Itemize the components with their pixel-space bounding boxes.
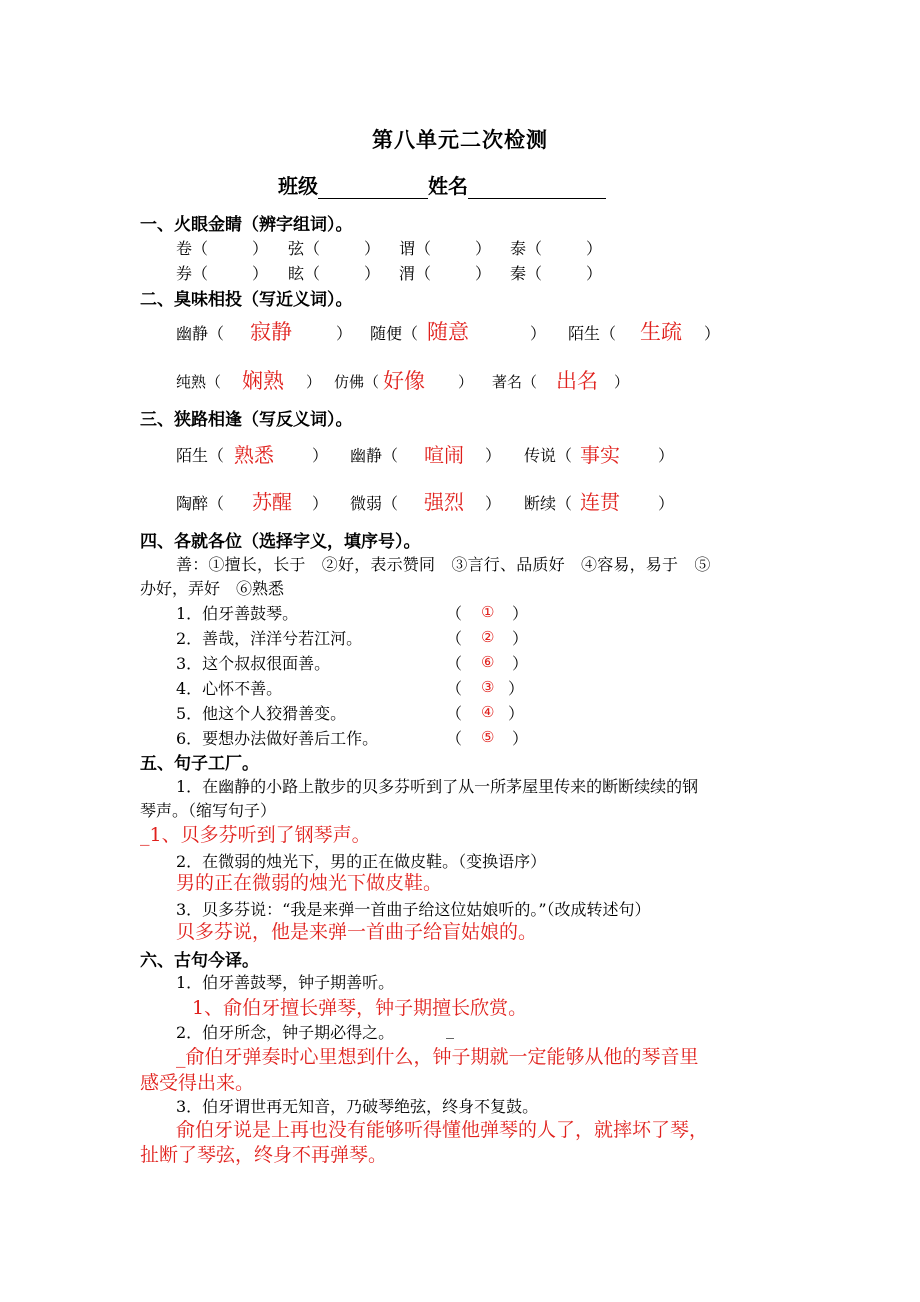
blank-close: ）	[508, 704, 525, 723]
synonym-answer: 娴熟	[242, 369, 284, 393]
antonym-answer: 事实	[580, 443, 620, 467]
choice-answer: ①	[481, 603, 495, 621]
synonym-word: 纯熟（	[176, 373, 222, 391]
question-text: 2．伯牙所念，钟子期必得之。	[176, 1023, 395, 1042]
answer-text: 感受得出来。	[140, 1072, 255, 1094]
blank-close: ）	[614, 373, 630, 391]
synonym-word: 陌生（	[568, 324, 617, 343]
antonym-word: 幽静（	[350, 446, 399, 465]
section-4-heading: 四、各就各位（选择字义，填序号）。	[140, 532, 421, 552]
synonym-word: 幽静（	[176, 324, 225, 343]
blank-close: ）	[336, 324, 353, 343]
synonym-answer: 寂静	[250, 320, 292, 344]
blank-close: ）	[312, 446, 329, 465]
choice-question: 2．善哉，洋洋兮若江河。	[176, 629, 363, 648]
answer-text: 俞伯牙说是上再也没有能够听得懂他弹琴的人了，就摔坏了琴，	[176, 1119, 709, 1141]
word-char: 弦（	[288, 239, 321, 258]
definition-line-2: 办好，弄好 ⑥熟悉	[140, 579, 285, 598]
blank-close: ）	[312, 494, 329, 513]
antonym-answer: 熟悉	[234, 443, 274, 467]
section-2-heading: 二、臭味相投（写近义词）。	[140, 290, 353, 310]
question-text: 1．在幽静的小路上散步的贝多芬听到了从一所茅屋里传来的断断续续的钢	[176, 777, 699, 796]
blank-open: （	[446, 729, 463, 748]
answer-text: 扯断了琴弦，终身不再弹琴。	[140, 1144, 388, 1166]
blank-close: ）	[530, 324, 547, 343]
antonym-word: 陶醉（	[176, 494, 225, 513]
blank-close: ）	[252, 264, 269, 283]
blank-close: ）	[512, 604, 529, 623]
blank-close: ）	[475, 239, 492, 258]
answer-text: _1、贝多芬听到了钢琴声。	[140, 824, 371, 846]
synonym-answer: 生疏	[640, 320, 682, 344]
blank-close: ）	[586, 239, 603, 258]
antonym-word: 微弱（	[350, 494, 399, 513]
antonym-answer: 喧闹	[424, 443, 464, 467]
blank-close: ）	[485, 446, 502, 465]
blank-close: ）	[512, 629, 529, 648]
section-5-heading: 五、句子工厂。	[140, 754, 259, 774]
antonym-answer: 连贯	[580, 490, 620, 514]
question-text: 2．在微弱的烛光下，男的正在做皮鞋。（变换语序）	[176, 852, 547, 871]
word-char: 谓（	[399, 239, 432, 258]
blank-close: ）	[658, 446, 675, 465]
word-char: 泰（	[510, 239, 543, 258]
choice-answer: ④	[481, 703, 495, 721]
blank-close: ）	[704, 324, 721, 343]
choice-answer: ③	[481, 678, 495, 696]
class-label: 班级	[278, 174, 318, 198]
blank-close: ）	[508, 679, 525, 698]
synonym-word: 著名（	[492, 373, 538, 391]
word-char: 渭（	[399, 264, 432, 283]
blank-close: ）	[306, 373, 322, 391]
antonym-word: 断续（	[524, 494, 573, 513]
section-3-heading: 三、狭路相逢（写反义词）。	[140, 410, 353, 430]
antonym-answer: 苏醒	[252, 490, 292, 514]
blank-open: （	[446, 679, 463, 698]
blank-open: （	[446, 604, 463, 623]
blank-open: （	[446, 704, 463, 723]
answer-text: 1、俞伯牙擅长弹琴，钟子期擅长欣赏。	[192, 997, 528, 1019]
blank-close: ）	[512, 654, 529, 673]
question-text: 1．伯牙善鼓琴，钟子期善听。	[176, 973, 395, 992]
word-char: 秦（	[510, 264, 543, 283]
antonym-word: 传说（	[524, 446, 573, 465]
blank-close: ）	[364, 264, 381, 283]
synonym-word: 随便（	[370, 324, 419, 343]
choice-question: 3．这个叔叔很面善。	[176, 654, 331, 673]
name-label: 姓名	[428, 174, 468, 198]
section-1-heading: 一、火眼金睛（辨字组词）。	[140, 215, 353, 235]
word-char: 券（	[176, 264, 209, 283]
synonym-answer: 随意	[427, 320, 469, 344]
choice-answer: ⑤	[481, 728, 495, 746]
answer-text: _俞伯牙弹奏时心里想到什么，钟子期就一定能够从他的琴音里	[176, 1046, 699, 1068]
student-info-line	[278, 170, 606, 199]
blank-close: ）	[364, 239, 381, 258]
blank-close: ）	[475, 264, 492, 283]
name-field[interactable]	[468, 178, 606, 199]
blank-close: ）	[658, 494, 675, 513]
definition-line-1: 善：①擅长，长于 ②好，表示赞同 ③言行、品质好 ④容易，易于 ⑤	[176, 555, 711, 574]
choice-question: 6．要想办法做好善后工作。	[176, 729, 379, 748]
choice-question: 4．心怀不善。	[176, 679, 283, 698]
blank-close: ）	[485, 494, 502, 513]
synonym-answer: 出名	[556, 369, 598, 393]
word-char: 卷（	[176, 239, 209, 258]
question-text: 3．伯牙谓世再无知音，乃破琴绝弦，终身不复鼓。	[176, 1097, 539, 1116]
choice-answer: ②	[481, 628, 495, 646]
blank-close: ）	[252, 239, 269, 258]
synonym-answer: 好像	[383, 369, 425, 393]
blank-close: ）	[512, 729, 529, 748]
choice-answer: ⑥	[481, 653, 495, 671]
section-6-heading: 六、古句今译。	[140, 951, 259, 971]
blank-open: （	[446, 629, 463, 648]
blank-close: ）	[458, 373, 474, 391]
answer-text: 贝多芬说，他是来弹一首曲子给盲姑娘的。	[176, 921, 538, 943]
synonym-word: 仿佛（	[334, 373, 380, 391]
antonym-word: 陌生（	[176, 446, 225, 465]
page-title: 第八单元二次检测	[372, 127, 548, 152]
class-field[interactable]	[318, 178, 428, 199]
answer-text: 男的正在微弱的烛光下做皮鞋。	[176, 872, 443, 894]
blank-mark: _	[446, 1020, 454, 1039]
choice-question: 5．他这个人狡猾善变。	[176, 704, 347, 723]
question-text: 琴声。（缩写句子）	[140, 801, 277, 820]
word-char: 眩（	[288, 264, 321, 283]
blank-close: ）	[586, 264, 603, 283]
choice-question: 1．伯牙善鼓琴。	[176, 604, 299, 623]
blank-open: （	[446, 654, 463, 673]
antonym-answer: 强烈	[424, 490, 464, 514]
question-text: 3．贝多芬说：“我是来弹一首曲子给这位姑娘听的。”（改成转述句）	[176, 900, 651, 919]
